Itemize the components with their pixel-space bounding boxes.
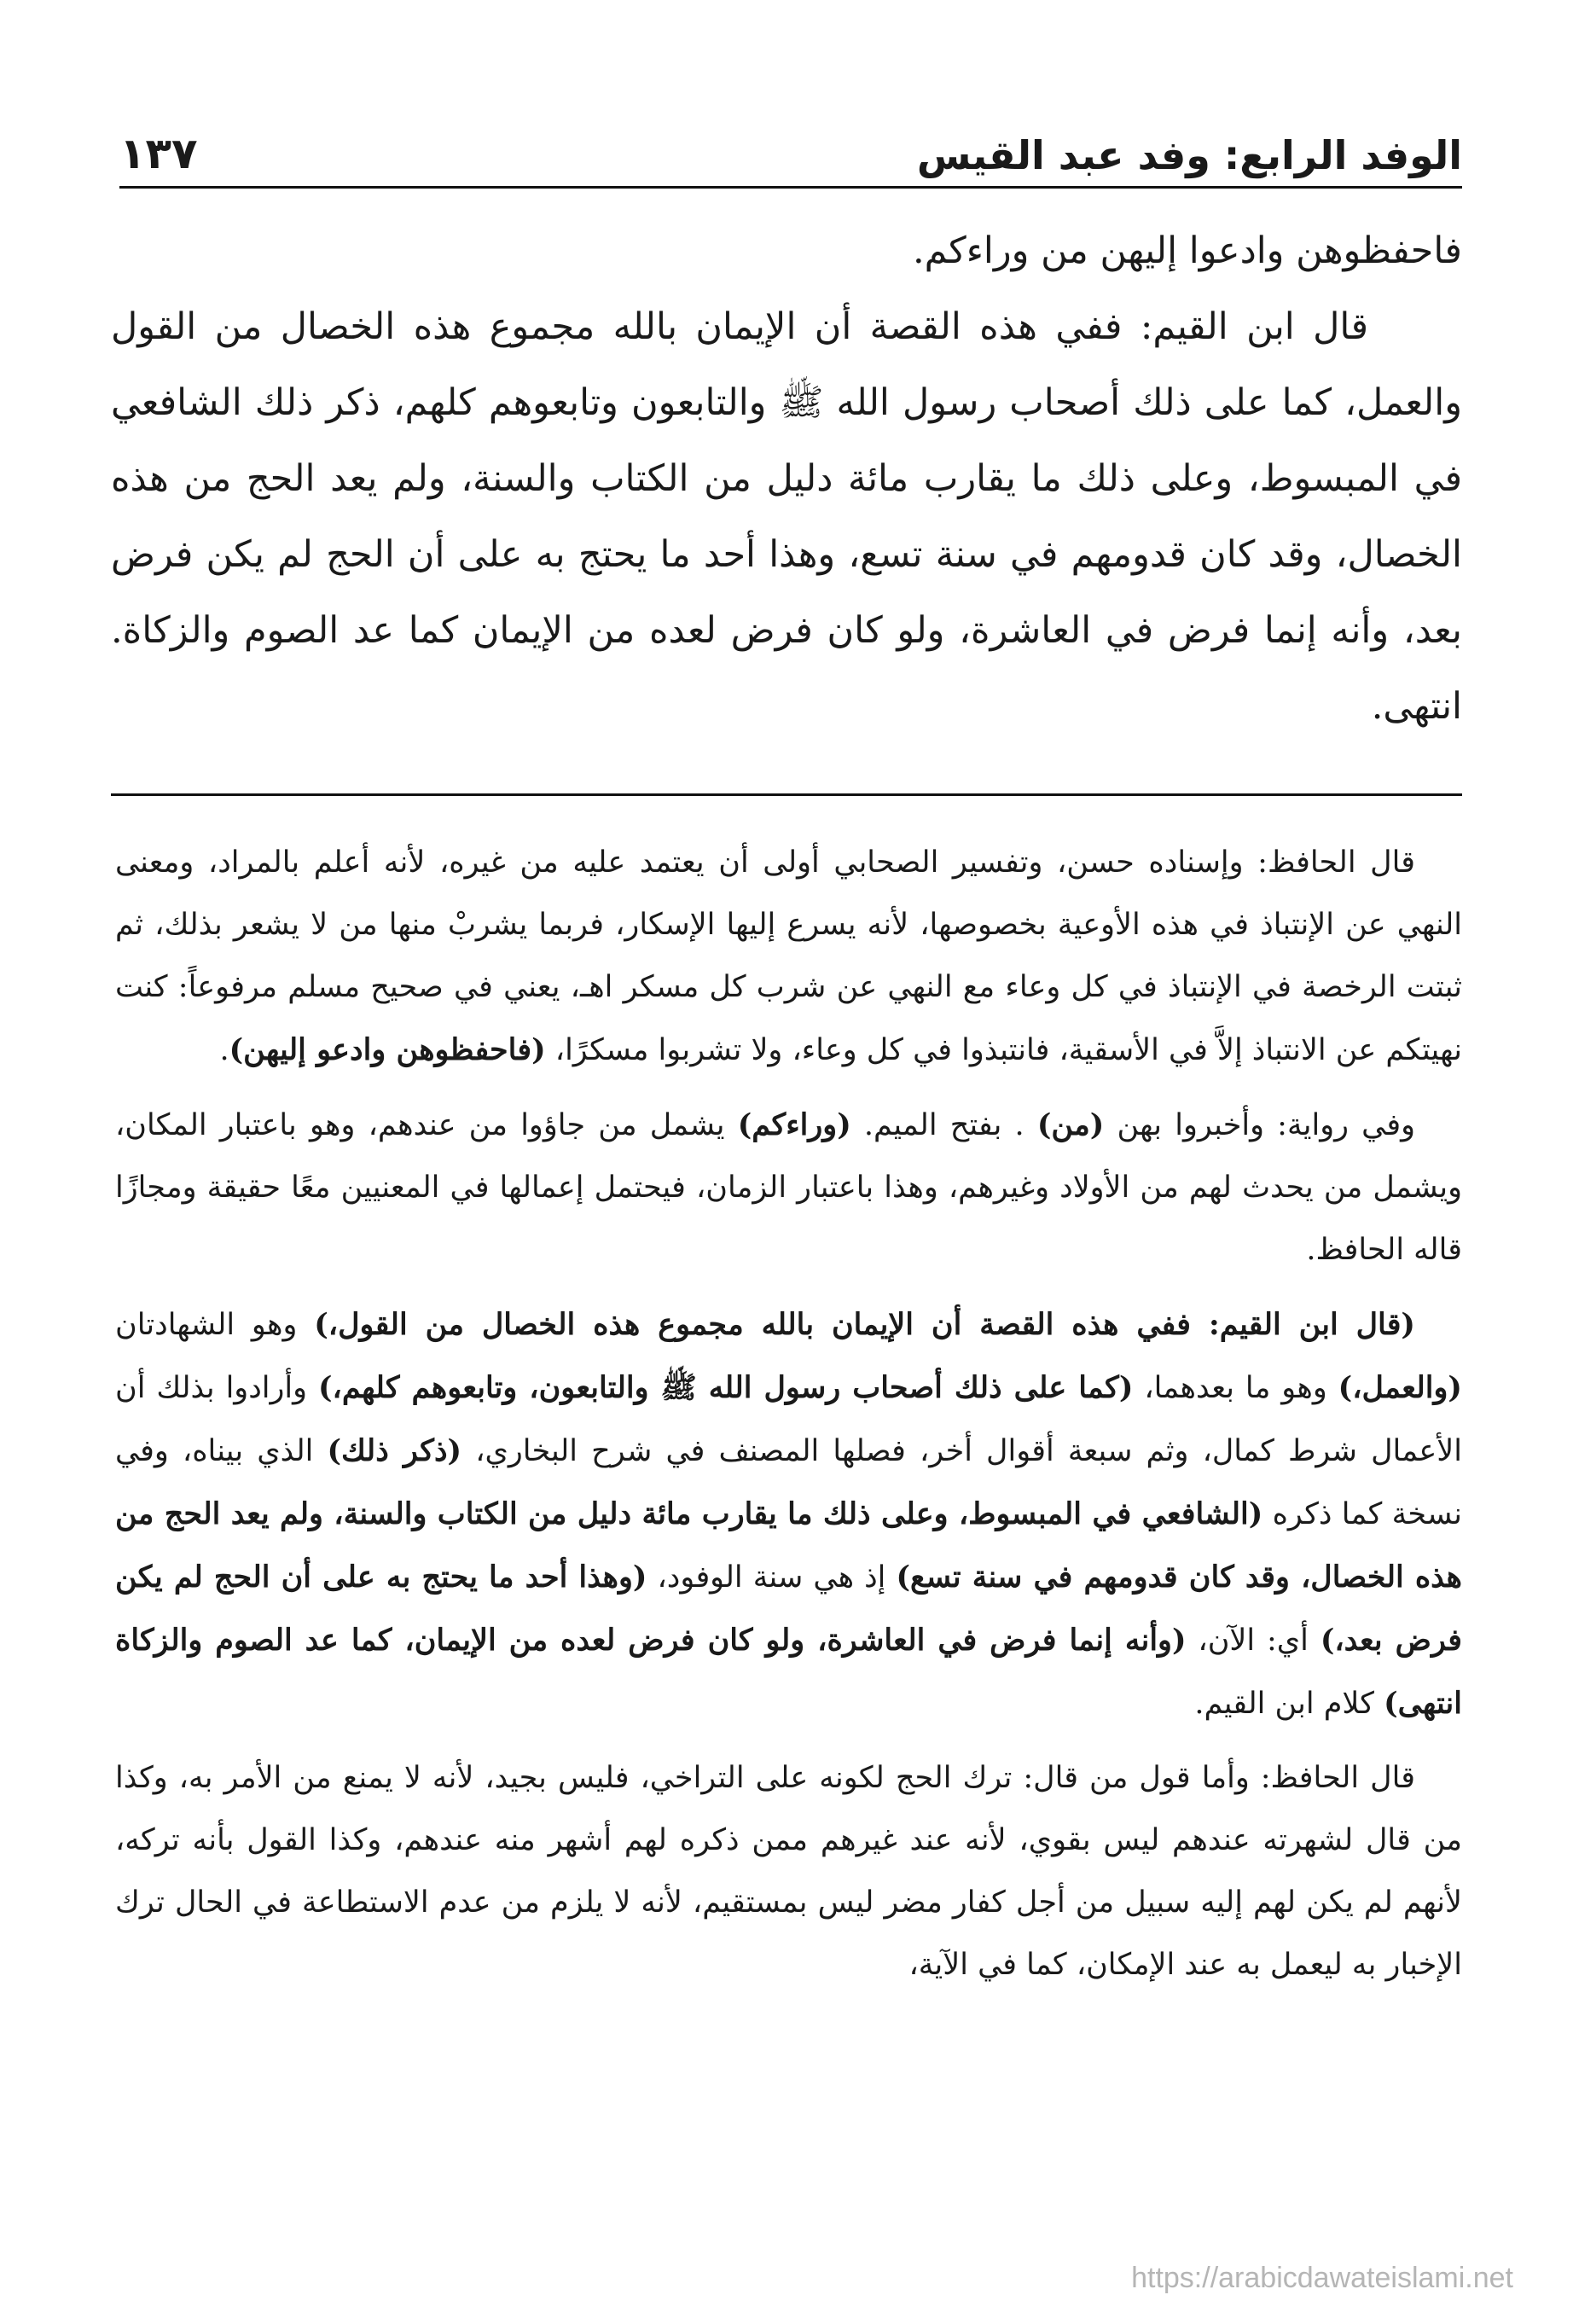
quoted-matn: (والعمل،) [1338, 1370, 1462, 1405]
page-number: ١٣٧ [119, 129, 198, 178]
commentary-paragraph-2 [115, 1094, 1462, 1281]
text-run: . [219, 1033, 229, 1067]
commentary-paragraph-4 [115, 1747, 1462, 1996]
text-run: أي: الآن، [1186, 1624, 1321, 1658]
commentary-paragraph-1 [115, 832, 1462, 1082]
quoted-matn: (من) [1036, 1107, 1105, 1142]
text-run: وأرادوا بذلك أن الأعمال شرط كمال، وثم سبعة أقوال أخر، فصلها المصنف في شرح البخاري، [115, 1371, 1462, 1468]
commentary [115, 832, 1462, 2008]
text-run: وفي رواية: وأخبروا بهن [1104, 1108, 1415, 1142]
main-continuation: فاحفظوهن وادعوا إليهن من وراءكم. [912, 229, 1462, 272]
text-run: قال الحافظ: وإسناده حسن، وتفسير الصحابي أولى أن يعتمد عليه من غيره، لأنه أعلم بالمراد، ومعنى النهي عن الإنتباذ في هذه الأوعية بخصوصها، لأنه يسرع إليها الإسكار، فربما يشربْ منها من لا يشعر بذلك، ثم ثبتت الرخصة في الإنتباذ في كل وعاء مع النهي عن شرب كل مسكر اهـ، يعني في صحيح مسلم مرفوعاً: كنت نهيتكم عن الانتباذ إلاَّ في الأسقية، فانتبذوا في كل وعاء، ولا تشربوا مسكرًا، [115, 845, 1462, 1067]
text-run: وهو الشهادتان [115, 1308, 315, 1342]
running-title: الوفد الرابع: وفد عبد القيس [916, 131, 1462, 178]
text-run: . بفتح الميم. [850, 1108, 1037, 1142]
footnote-divider [111, 793, 1462, 796]
text-run: كلام ابن القيم. [1194, 1687, 1384, 1721]
main-text [111, 213, 1462, 745]
quoted-matn: (الشافعي في المبسوط، وعلى ذلك ما يقارب مائة دليل من الكتاب والسنة، ولم يعد الحج من هذه الخصال، وقد كان قدومهم في سنة تسع) [115, 1496, 1462, 1595]
quoted-matn: (ذكر ذلك) [327, 1433, 462, 1468]
quoted-matn: (وأنه إنما فرض في العاشرة، ولو كان فرض لعده من الإيمان، كما عد الصوم والزكاة انتهى) [115, 1623, 1462, 1721]
quoted-matn: (كما على ذلك أصحاب رسول الله ﷺ والتابعون، وتابعوهم كلهم،) [317, 1370, 1134, 1405]
quoted-matn: (وهذا أحد ما يحتج به على أن الحج لم يكن فرض بعد،) [115, 1560, 1462, 1658]
quoted-matn: (وراءكم) [737, 1107, 851, 1142]
commentary-paragraph-3 [115, 1293, 1462, 1735]
text-run: وهو ما بعدهما، [1133, 1371, 1338, 1405]
quoted-matn: (قال ابن القيم: ففي هذه القصة أن الإيمان بالله مجموع هذه الخصال من القول،) [314, 1307, 1415, 1342]
text-run: الذي بيناه، وفي نسخة كما ذكره [115, 1434, 1462, 1531]
text-run: يشمل من جاؤوا من عندهم، وهو باعتبار المكان، ويشمل من يحدث لهم من الأولاد وغيرهم، وهذا باعتبار الزمان، فيحتمل إعمالها في المعنيين معًا حقيقة ومجازًا قاله الحافظ. [115, 1108, 1462, 1267]
main-ibn-qayyim-paragraph: قال ابن القيم: ففي هذه القصة أن الإيمان بالله مجموع هذه الخصال من القول والعمل، كما على ذلك أصحاب رسول الله ﷺ والتابعون وتابعوهم كلهم، ذكر ذلك الشافعي في المبسوط، وعلى ذلك ما يقارب مائة دليل من الكتاب والسنة، ولم يعد الحج من هذه الخصال، وقد كان قدومهم في سنة تسع، وهذا أحد ما يحتج به على أن الحج لم يكن فرض بعد، وأنه إنما فرض في العاشرة، ولو كان فرض لعده من الإيمان كما عد الصوم والزكاة. انتهى. [111, 305, 1462, 728]
watermark-url: https://arabicdawateislami.net [1131, 2262, 1513, 2294]
text-run: إذ هي سنة الوفود، [647, 1560, 897, 1595]
page-header [119, 102, 1462, 189]
text-run: قال الحافظ: وأما قول من قال: ترك الحج لكونه على التراخي، فليس بجيد، لأنه لا يمنع من الأمر به، وكذا من قال لشهرته عندهم ليس بقوي، لأنه عند غيرهم ممن ذكره لهم أشهر منه عندهم، وكذا القول بأنه تركه، لأنهم لم يكن لهم إليه سبيل من أجل كفار مضر ليس بمستقيم، لأنه لا يلزم من عدم الاستطاعة في الحال ترك الإخبار به ليعمل به عند الإمكان، كما في الآية، [115, 1761, 1462, 1982]
quoted-matn: (فاحفظوهن وادعو إليهن) [229, 1032, 546, 1067]
